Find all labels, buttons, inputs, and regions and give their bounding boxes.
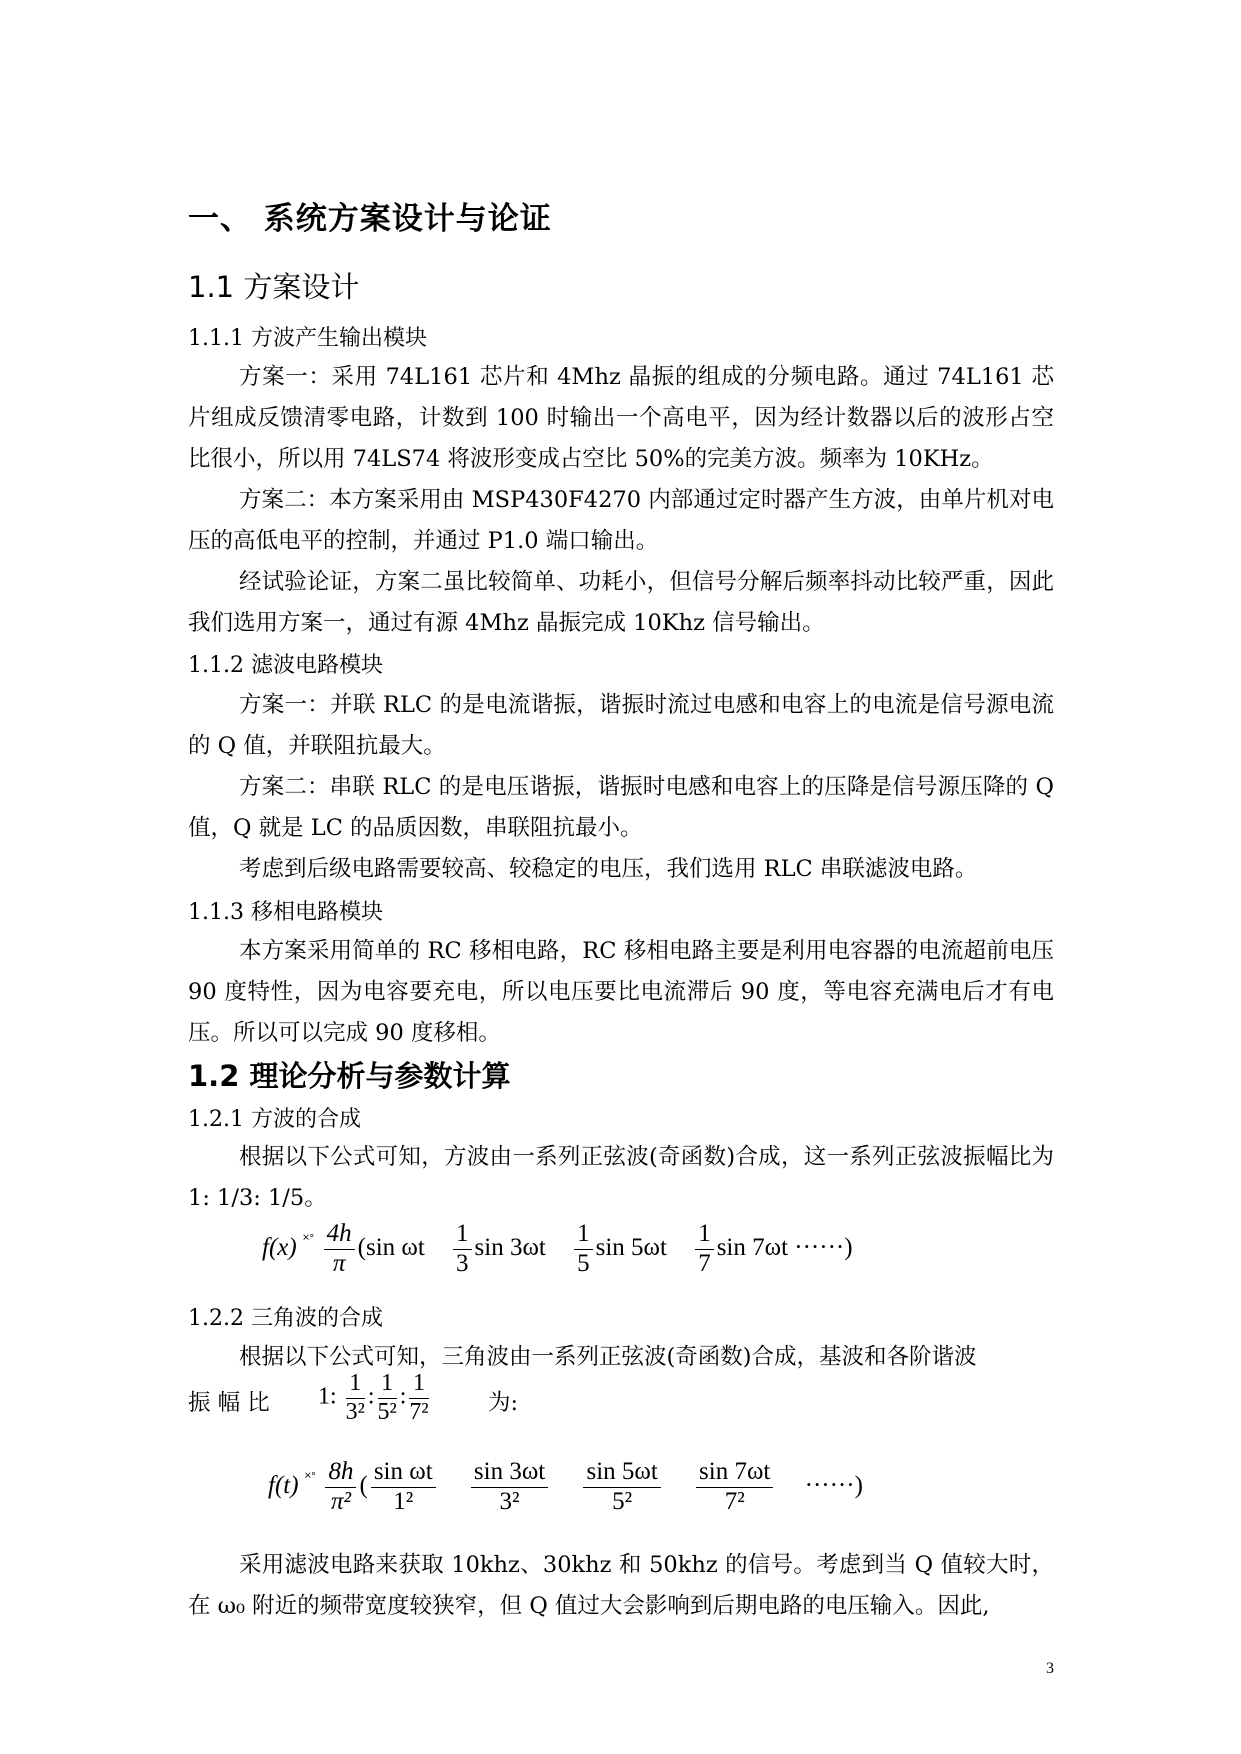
paragraph-scheme-2: 方案二：本方案采用由 MSP430F4270 内部通过定时器产生方波，由单片机对电压的高低电平的控制，并通过 P1.0 端口输出。 (188, 487, 1054, 554)
paragraph-filter-scheme-1: 方案一：并联 RLC 的是电流谐振，谐振时流过电感和电容上的电流是信号源电流的 Q 值，并联阻抗最大。 (188, 692, 1054, 759)
section-heading-1-2: 1.2 理论分析与参数计算 (188, 1059, 511, 1093)
square-wave-formula: f(x) ˟˚ $\frac{4h}{\pi}$ (sin ωt $\frac{1}{3}$ sin 3ωt $\frac{1}{5}$ sin 5ωt $\frac{1}{7}$ sin 7ωt ······) (262, 1220, 853, 1277)
subsection-heading-1-2-1: 1.2.1 方波的合成 (188, 1107, 361, 1132)
paragraph-scheme-1: 方案一：采用 74L161 芯片和 4Mhz 晶振的组成的分频电路。通过 74L161 芯片组成反馈清零电路，计数到 100 时输出一个高电平，因为经计数器以后的波形占空比很小，所以用 74LS74 将波形变成占空比 50%的完美方波。频率为 10KHz。 (188, 364, 1054, 472)
paragraph-conclusion: 经试验论证，方案二虽比较简单、功耗小，但信号分解后频率抖动比较严重，因此我们选用方案一，通过有源 4Mhz 晶振完成 10Khz 信号输出。 (188, 569, 1054, 636)
paragraph-filter-choice: 考虑到后级电路需要较高、较稳定的电压，我们选用 RLC 串联滤波电路。 (239, 856, 978, 882)
subsection-heading-1-1-3: 1.1.3 移相电路模块 (188, 900, 383, 925)
subsection-heading-1-2-2: 1.2.2 三角波的合成 (188, 1306, 383, 1331)
section-heading-1-1: 1.1 方案设计 (188, 270, 360, 304)
paragraph-filter-acquisition: 采用滤波电路来获取 10khz、30khz 和 50khz 的信号。考虑到当 Q 值较大时，在 ω₀ 附近的频带宽度较狭窄，但 Q 值过大会影响到后期电路的电压输入。因此, (188, 1552, 1054, 1619)
amplitude-ratio-suffix: 为: (488, 1390, 519, 1416)
chapter-heading: 一、 系统方案设计与论证 (188, 201, 552, 237)
paragraph-triangle-wave: 根据以下公式可知，三角波由一系列正弦波(奇函数)合成，基波和各阶谐波 (239, 1344, 977, 1370)
page-number: 3 (1046, 1660, 1054, 1677)
paragraph-square-wave: 根据以下公式可知，方波由一系列正弦波(奇函数)合成，这一系列正弦波振幅比为 1: 1/3: 1/5。 (188, 1144, 1054, 1211)
subsection-heading-1-1-1: 1.1.1 方波产生输出模块 (188, 326, 427, 351)
amplitude-ratio-formula: 1: $\frac{1}{\text{3²}}$ : $\frac{1}{\text{5²}}$ : $\frac{1}{\text{7²}}$ (318, 1370, 429, 1425)
paragraph-phase-shift: 本方案采用简单的 RC 移相电路，RC 移相电路主要是利用电容器的电流超前电压 90 度特性，因为电容要充电，所以电压要比电流滞后 90 度，等电容充满电后才有电压。所以可以完成 90 度移相。 (188, 938, 1054, 1046)
paragraph-filter-scheme-2: 方案二：串联 RLC 的是电压谐振，谐振时电感和电容上的压降是信号源压降的 Q 值，Q 就是 LC 的品质因数，串联阻抗最小。 (188, 774, 1054, 841)
subsection-heading-1-1-2: 1.1.2 滤波电路模块 (188, 653, 383, 678)
triangle-wave-formula: f(t) ˟˚ $\frac{8h}{\text{π²}}$ ( $\frac{\text{sin ωt}}{\text{1²}}$ $\frac{\sin 3\omega t}{\text{3²}}$ $\frac{\sin 5\omega t}{\text{5²}}$ $\frac{\sin 7\omega t}{\text{7²}}$ ······) (268, 1458, 863, 1515)
amplitude-ratio-label: 振 幅 比 (188, 1390, 270, 1416)
